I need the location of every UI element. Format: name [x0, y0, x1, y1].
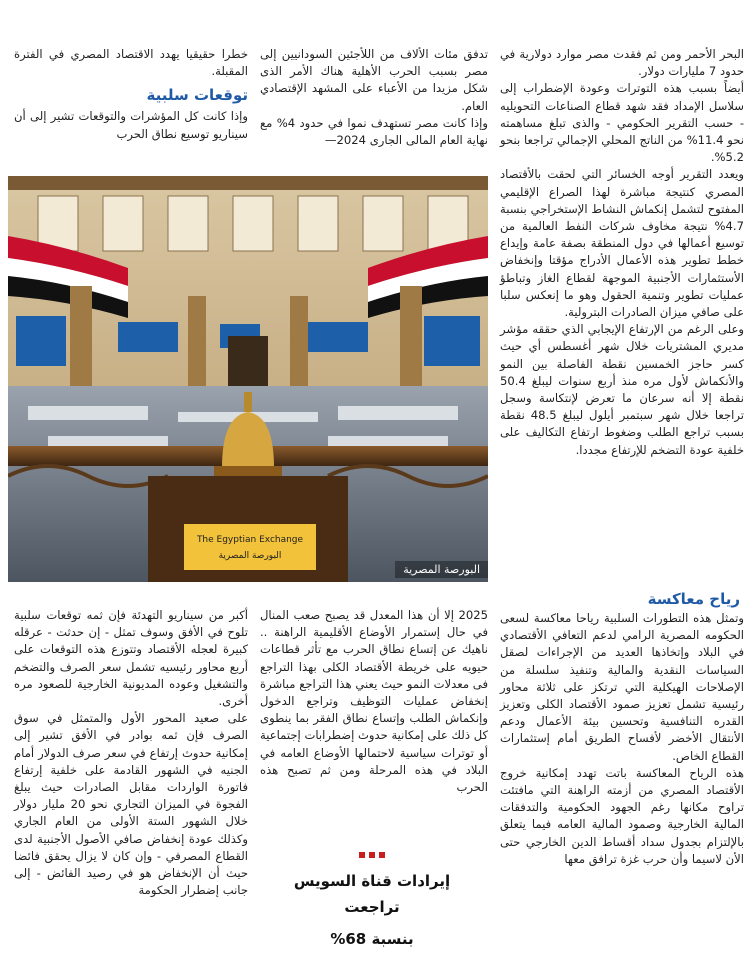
- pull-quote-marks: [272, 843, 472, 862]
- paragraph: أكبر من سيناريو التهدئة فإن ثمه توقعات سلبية تلوح في الأفق وسوف تمثل - إن حدثت - عرقله كبيرة لعجله الأقتصاد وتتوزع هذه التوقعات على أربع محاور رئيسيه تشمل سعر الصرف والتضخم والتشغيل وعوده المديونية الخارجية للصعود مره أخرى.: [14, 608, 248, 709]
- paragraph: 2025 إلا أن هذا المعدل قد يصبح صعب المنال في حال إستمرار الأوضاع الأقليمية الراهنة .. ناهيك عن إتساع نطاق الحرب مع تأثر قطاعات حيويه على خريطة الأقتصاد الكلى بهذا التراجع فى معدلات النمو حيث يعني هذا التراجع مباشرة إنخفاض عمليات التوظيف وتراجع الدخول وإنكماش الطلب وإتساع نطاق الفقر بما ينطوى كل ذلك على إمكانية حدوث إضطرابات إجتماعية أو توترات سياسية لاحتمالها الأوضاع العامه في البلاد في هذه المرحلة ومن ثم تصبح هذه الحرب: [260, 608, 488, 795]
- stock-exchange-photo: [8, 176, 488, 582]
- paragraph: وإذا كانت مصر تستهدف نموا في حدود 4% مع نهاية العام المالى الجارى 2024—: [260, 115, 488, 148]
- paragraph: ويعدد التقرير أوجه الخسائر التي لحقت بالأقتصاد المصري كنتيجة مباشرة لهذا الصراع الإقليمي المفتوح لتشمل إنكماش النشاط الإستخراجي بنسبة 4.7% نتيجة مخاوف شركات النفط العالمية من توسيع أعمالها في دول المنطقة بصفة عامة وإيداع خطط تطوير هذه الأعمال الأدراج مؤقتا وإنخفاض الأستثمارات الأجنبية الموجهة لقطاع الغاز وتباطؤ عمليات تطوير وتنمية الحقول وهو ما إنعكس سلبا على صافي ميزان الصادرات البترولية.: [500, 167, 744, 320]
- article-column-right-top: [500, 46, 744, 459]
- paragraph: وتمثل هذه التطورات السلبية رياحا معاكسة لسعى الحكومه المصرية الرامي لدعم التعافي الأقتصادي في البلاد وإتخاذها العديد من الإجراءات لصقل السياسات النقدية والمالية وتنفيذ سلسلة من الإصلاحات الهيكلية التي ترتكز على ثلاثة محاور رئيسية تشمل تعزيز صمود الأقتصاد الكلى وتعزيز القدره التنافسية وتحسين بيئة الأعمال ودعم الأنتقال الأخضر لأفساح الطريق أمام إستثمارات القطاع الخاص.: [500, 611, 744, 763]
- subhead-headwinds: رياح معاكسة: [647, 590, 740, 608]
- paragraph: على صعيد المحور الأول والمتمثل في سوق الصرف فإن ثمه بوادر في الأفق تشير إلى إمكانية حدوث إرتفاع في سعر صرف الدولار أمام الجنيه في الشهور القادمة على خلفية إرتفاع فاتورة الواردات مقابل الصادرات حيث يبلغ الفجوة في الميزان التجاري نحو 20 مليار دولار خلال الشهور الستة الأولى من العام الجاري وكذلك عودة إنخفاض صافي الأصول الأجنبية لدى القطاع المصرفي - وإن كان لا يزال يحقق فائضا حيث أن الإنخفاض هو في رصيد الفائض - إلى جانب إضطرار الحكومة: [14, 711, 248, 898]
- article-column-mid-top: [260, 46, 488, 149]
- photo-caption: البورصة المصرية: [395, 561, 488, 578]
- pull-quote-line-1: إيرادات قناة السويس تراجعت: [293, 872, 451, 916]
- paragraph: هذه الرياح المعاكسة باتت تهدد إمكانية خروج الأقتصاد المصري من أزمته الراهنة التي مافتئت تراوح مكانها رغم الجهود الحكومية والتدفقات المالية الخارجية وصمود المالية العامه فيما يتعلق بالإلتزام بجدول سداد أقساط الدين الخارجي حتى الأن لاسيما وأن حرب غزة ترافق معها: [500, 765, 744, 866]
- paragraph: خطرا حقيقيا يهدد الاقتصاد المصري في الفترة المقبلة.: [14, 47, 248, 79]
- paragraph: البحر الأحمر ومن ثم فقدت مصر موارد دولارية في حدود 7 مليارات دولار.: [500, 47, 744, 79]
- paragraph: وعلى الرغم من الإرتفاع الإيجابي الذي حققه مؤشر مديري المشتريات خلال شهر أغسطس أي حيث كسر حاجز الخمسين نقطة الفاصلة بين النمو والأنكماش لأول مره منذ أربع سنوات ليبلغ 50.4 نقطة إلا أنه سرعان ما تعرض لإنتكاسة وسجل تراجعا خلال شهر سبتمبر أيلول ليبلغ 48.5 نقطة بسبب تراجع الطلب وضغوط ارتفاع التكاليف على خلفية عودة التضخم للإرتفاع مجددا.: [500, 322, 744, 457]
- exchange-plaque: [184, 524, 316, 570]
- exchange-hall-illustration: [8, 176, 488, 582]
- article-column-left-top: [14, 46, 248, 143]
- paragraph: تدفق مئات الألاف من اللأجئين السودانيين إلى مصر بسبب الحرب الأهلية هناك الأمر الذى شكل مزيدا من الأعباء على المشهد الإقتصادي العام.: [260, 47, 488, 113]
- article-column-right-bottom: [500, 610, 744, 868]
- article-column-mid-bottom: [260, 607, 488, 796]
- article-column-left-bottom: [14, 607, 248, 899]
- paragraph: أيضاً بسبب هذه التوترات وعودة الإضطراب إلى سلاسل الإمداد فقد شهد قطاع الصناعات التحويليه - حسب التقرير الحكومي - والذى تبلغ مساهمته نحو 11.4% من الناتج المحلي الإجمالي تراجعا بنحو 5.2%.: [500, 81, 744, 165]
- subhead-negative-expectations: توقعات سلبية: [146, 86, 248, 105]
- plaque-arabic: البورصة المصرية: [218, 551, 282, 561]
- pull-quote: [272, 843, 472, 952]
- paragraph: وإذا كانت كل المؤشرات والتوقعات تشير إلى أن سيناريو توسيع نطاق الحرب: [14, 109, 248, 141]
- plaque-english: The Egyptian Exchange: [196, 535, 304, 545]
- pull-quote-line-2: بنسبة 68%: [330, 930, 414, 948]
